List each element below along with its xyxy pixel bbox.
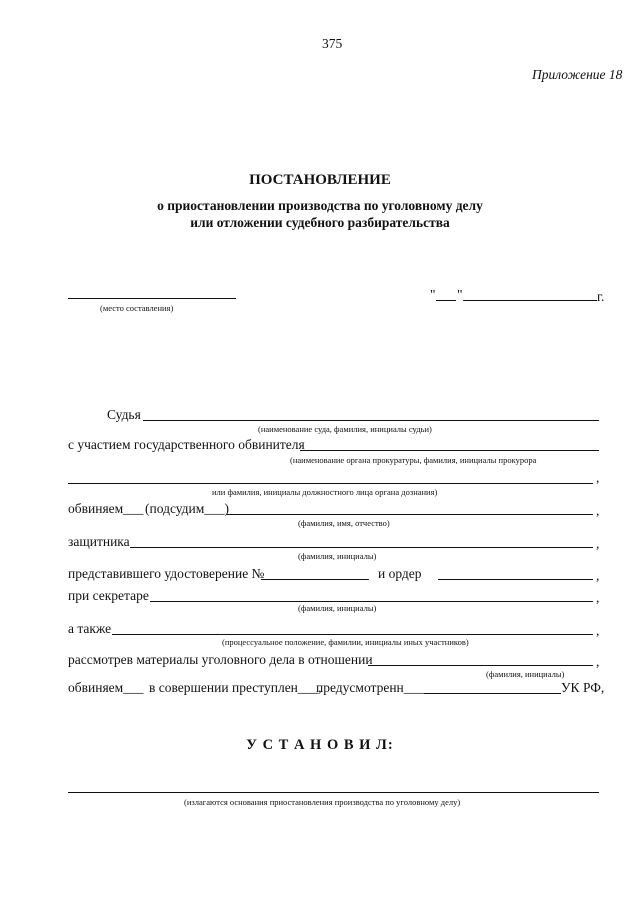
crime-provided-label: предусмотренн___	[316, 680, 425, 695]
comma-4: ,	[596, 568, 600, 583]
established-heading: У С Т А Н О В И Л:	[246, 737, 394, 753]
defender-caption: (фамилия, инициалы)	[298, 551, 377, 561]
defender-label: защитника	[68, 534, 130, 549]
materials-field[interactable]	[368, 665, 593, 666]
comma-5: ,	[596, 590, 600, 605]
defender-field[interactable]	[130, 547, 593, 548]
secretary-field[interactable]	[150, 601, 593, 602]
comma-1: ,	[596, 470, 600, 485]
criminal-code-article-field[interactable]	[424, 693, 561, 694]
date-quote-open: "	[430, 287, 436, 302]
materials-label: рассмотрев материалы уголовного дела в отношении	[68, 652, 373, 667]
page-number: 375	[322, 36, 343, 51]
appendix-label: Приложение 18	[532, 67, 623, 82]
also-label: а также	[68, 621, 112, 636]
grounds-caption: (излагаются основания приостановления производства по уголовному делу)	[184, 797, 461, 807]
certificate-number-field[interactable]	[261, 579, 369, 580]
comma-3: ,	[596, 536, 600, 551]
date-day-field[interactable]	[436, 300, 456, 301]
document-title: ПОСТАНОВЛЕНИЕ	[249, 172, 391, 188]
materials-caption: (фамилия, инициалы)	[486, 669, 565, 679]
certificate-label: представившего удостоверение №	[68, 566, 265, 581]
order-field[interactable]	[438, 579, 593, 580]
secretary-caption: (фамилия, инициалы)	[298, 603, 377, 613]
judge-field[interactable]	[143, 420, 599, 421]
crime-label: в совершении преступлен___,	[149, 680, 322, 695]
order-label: и ордер	[378, 566, 422, 581]
year-suffix: г.	[597, 289, 605, 304]
subtitle-line-2: или отложении судебного разбирательства	[190, 215, 450, 230]
accused-label: обвиняем___	[68, 501, 144, 516]
comma-7: ,	[596, 654, 600, 669]
date-month-year-field[interactable]	[463, 300, 597, 301]
place-caption: (место составления)	[100, 303, 174, 313]
judge-label: Судья	[107, 407, 141, 422]
grounds-field[interactable]	[68, 792, 599, 793]
accused-caption: (фамилия, имя, отчество)	[298, 518, 390, 528]
date-quote-close: "	[457, 287, 463, 302]
crime-accused-label: обвиняем___	[68, 680, 144, 695]
prosecutor-caption: (наименование органа прокуратуры, фамилия, инициалы прокурора	[290, 455, 537, 465]
also-field[interactable]	[112, 634, 593, 635]
judge-caption: (наименование суда, фамилия, инициалы судьи)	[258, 424, 432, 434]
comma-6: ,	[596, 623, 600, 638]
subtitle-line-1: о приостановлении производства по уголовному делу	[157, 198, 483, 213]
prosecutor-caption-2: или фамилия, инициалы должностного лица органа дознания)	[212, 487, 438, 497]
prosecutor-field[interactable]	[300, 450, 599, 451]
prosecutor-field-2[interactable]	[68, 483, 593, 484]
criminal-code-label: УК РФ,	[561, 680, 605, 695]
also-caption: (процессуальное положение, фамилии, инициалы иных участников)	[222, 637, 469, 647]
comma-2: ,	[596, 503, 600, 518]
secretary-label: при секретаре	[68, 588, 149, 603]
prosecutor-label: с участием государственного обвинителя	[68, 437, 305, 452]
defendant-label: (подсудим___)	[145, 501, 230, 516]
place-field[interactable]	[68, 298, 236, 299]
accused-field[interactable]	[226, 514, 593, 515]
